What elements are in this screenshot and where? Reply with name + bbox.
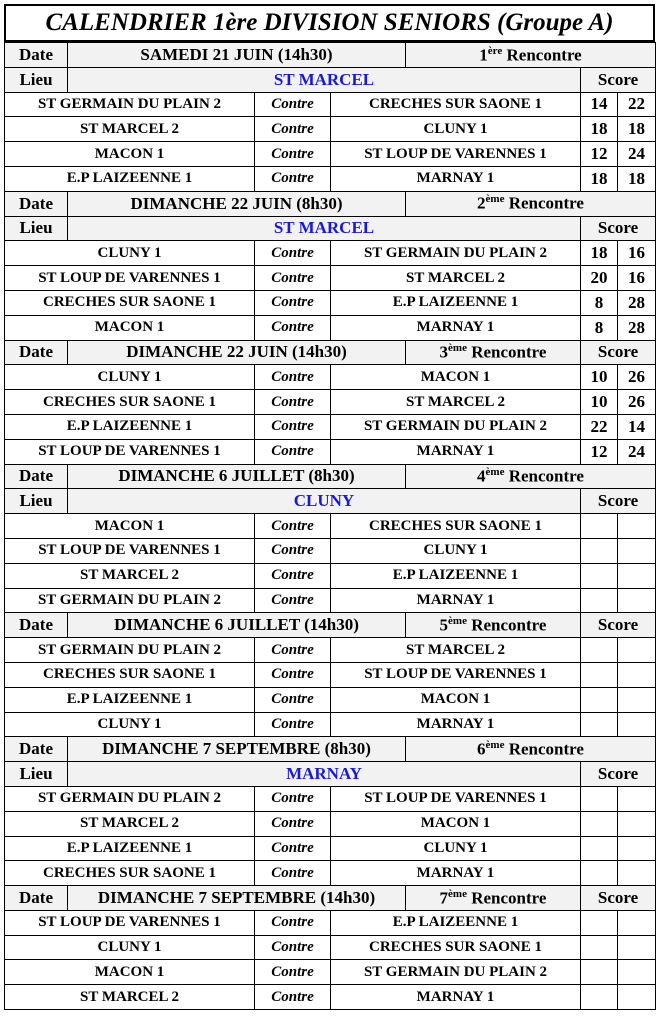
away-score: 18 <box>618 166 656 191</box>
away-team: MARNAY 1 <box>331 315 581 340</box>
away-score <box>618 514 656 539</box>
page-title: CALENDRIER 1ère DIVISION SENIORS (Groupe A) <box>4 4 655 42</box>
match-row <box>5 861 656 886</box>
round-number <box>406 613 581 638</box>
away-team: E.P LAIZEENNE 1 <box>331 290 581 315</box>
versus-label: Contre <box>255 315 331 340</box>
round-ordinal: ème <box>448 342 467 355</box>
away-score <box>618 910 656 935</box>
match-row <box>5 365 656 390</box>
date-label: Date <box>5 737 68 762</box>
round-venue-row <box>5 489 656 514</box>
away-team: MARNAY 1 <box>331 712 581 737</box>
away-team: MARNAY 1 <box>331 439 581 464</box>
round-number-value: 1 <box>479 45 488 65</box>
round-number-value: 5 <box>439 615 449 635</box>
away-score: 24 <box>618 439 656 464</box>
home-score <box>581 836 618 861</box>
rencontre-label: Rencontre <box>471 342 547 362</box>
match-row <box>5 786 656 811</box>
home-score: 20 <box>581 266 618 291</box>
away-score: 14 <box>618 414 656 439</box>
match-row <box>5 315 656 340</box>
versus-label: Contre <box>255 687 331 712</box>
away-team: MARNAY 1 <box>331 588 581 613</box>
rencontre-label: Rencontre <box>508 466 584 486</box>
home-score: 10 <box>581 365 618 390</box>
home-team: ST GERMAIN DU PLAIN 2 <box>5 588 255 613</box>
round-date-row <box>5 191 656 216</box>
date-label: Date <box>5 464 68 489</box>
round-number <box>406 43 656 68</box>
home-score <box>581 786 618 811</box>
away-score: 28 <box>618 315 656 340</box>
round-ordinal: ème <box>448 614 467 627</box>
versus-label: Contre <box>255 786 331 811</box>
home-team: ST MARCEL 2 <box>5 985 255 1010</box>
score-header: Score <box>581 489 656 514</box>
round-number-value: 2 <box>477 194 486 213</box>
home-score: 12 <box>581 439 618 464</box>
home-team: ST MARCEL 2 <box>5 563 255 588</box>
round-venue-row <box>5 216 656 241</box>
match-row <box>5 514 656 539</box>
round-date-row <box>5 464 656 489</box>
versus-label: Contre <box>255 638 331 663</box>
away-score <box>618 811 656 836</box>
match-row <box>5 638 656 663</box>
away-score: 16 <box>618 241 656 266</box>
venue-name: MARNAY <box>68 762 581 787</box>
away-team: E.P LAIZEENNE 1 <box>331 563 581 588</box>
home-team: ST GERMAIN DU PLAIN 2 <box>5 638 255 663</box>
home-team: ST LOUP DE VARENNES 1 <box>5 538 255 563</box>
home-team: CLUNY 1 <box>5 712 255 737</box>
round-date-row <box>5 613 656 638</box>
away-team: E.P LAIZEENNE 1 <box>331 910 581 935</box>
match-row <box>5 687 656 712</box>
home-team: MACON 1 <box>5 315 255 340</box>
away-score <box>618 662 656 687</box>
away-score <box>618 861 656 886</box>
round-date-row <box>5 43 656 68</box>
match-row <box>5 662 656 687</box>
home-score: 18 <box>581 241 618 266</box>
round-date: DIMANCHE 22 JUIN (8h30) <box>68 191 406 216</box>
round-date-row <box>5 886 656 911</box>
match-row <box>5 166 656 191</box>
score-header: Score <box>581 613 656 638</box>
home-team: CLUNY 1 <box>5 365 255 390</box>
versus-label: Contre <box>255 514 331 539</box>
round-ordinal: ère <box>487 44 503 57</box>
match-row <box>5 117 656 142</box>
home-team: ST MARCEL 2 <box>5 811 255 836</box>
match-row <box>5 241 656 266</box>
versus-label: Contre <box>255 414 331 439</box>
home-score <box>581 935 618 960</box>
round-number <box>406 886 581 911</box>
away-score: 24 <box>618 142 656 167</box>
rencontre-label: Rencontre <box>508 739 584 759</box>
home-score: 18 <box>581 117 618 142</box>
round-date: DIMANCHE 7 SEPTEMBRE (14h30) <box>68 886 406 911</box>
round-date: DIMANCHE 7 SEPTEMBRE (8h30) <box>68 737 406 762</box>
home-score <box>581 563 618 588</box>
versus-label: Contre <box>255 836 331 861</box>
versus-label: Contre <box>255 166 331 191</box>
match-row <box>5 960 656 985</box>
home-team: ST MARCEL 2 <box>5 117 255 142</box>
match-row <box>5 266 656 291</box>
home-score <box>581 538 618 563</box>
home-team: ST GERMAIN DU PLAIN 2 <box>5 92 255 117</box>
away-score <box>618 712 656 737</box>
away-team: MARNAY 1 <box>331 166 581 191</box>
home-team: CRECHES SUR SAONE 1 <box>5 390 255 415</box>
home-team: ST LOUP DE VARENNES 1 <box>5 910 255 935</box>
home-score <box>581 861 618 886</box>
away-score <box>618 960 656 985</box>
round-ordinal: ème <box>485 738 505 751</box>
home-score: 8 <box>581 315 618 340</box>
home-team: E.P LAIZEENNE 1 <box>5 414 255 439</box>
away-team: CLUNY 1 <box>331 538 581 563</box>
match-row <box>5 985 656 1010</box>
score-header: Score <box>581 886 656 911</box>
away-team: CLUNY 1 <box>331 117 581 142</box>
versus-label: Contre <box>255 290 331 315</box>
versus-label: Contre <box>255 142 331 167</box>
match-row <box>5 142 656 167</box>
match-row <box>5 414 656 439</box>
round-date: SAMEDI 21 JUIN (14h30) <box>68 43 406 68</box>
home-score <box>581 514 618 539</box>
home-score: 14 <box>581 92 618 117</box>
match-row <box>5 910 656 935</box>
versus-label: Contre <box>255 390 331 415</box>
round-ordinal: ème <box>485 193 505 206</box>
round-number <box>406 737 656 762</box>
versus-label: Contre <box>255 588 331 613</box>
home-score: 8 <box>581 290 618 315</box>
home-score <box>581 960 618 985</box>
match-row <box>5 935 656 960</box>
round-venue-row <box>5 762 656 787</box>
round-date-row <box>5 340 656 365</box>
match-row <box>5 811 656 836</box>
away-score <box>618 836 656 861</box>
home-team: MACON 1 <box>5 514 255 539</box>
away-team: ST GERMAIN DU PLAIN 2 <box>331 414 581 439</box>
away-team: MACON 1 <box>331 687 581 712</box>
match-row <box>5 439 656 464</box>
home-team: CRECHES SUR SAONE 1 <box>5 662 255 687</box>
home-team: MACON 1 <box>5 142 255 167</box>
away-team: ST GERMAIN DU PLAIN 2 <box>331 241 581 266</box>
home-score: 12 <box>581 142 618 167</box>
versus-label: Contre <box>255 861 331 886</box>
away-score <box>618 935 656 960</box>
versus-label: Contre <box>255 266 331 291</box>
versus-label: Contre <box>255 712 331 737</box>
venue-label: Lieu <box>5 489 68 514</box>
round-number-value: 6 <box>477 739 486 759</box>
away-score <box>618 638 656 663</box>
rencontre-label: Rencontre <box>471 615 547 635</box>
score-header: Score <box>581 762 656 787</box>
away-score <box>618 563 656 588</box>
away-team: ST LOUP DE VARENNES 1 <box>331 662 581 687</box>
away-score <box>618 538 656 563</box>
home-score <box>581 638 618 663</box>
round-number <box>406 464 656 489</box>
versus-label: Contre <box>255 439 331 464</box>
versus-label: Contre <box>255 935 331 960</box>
home-team: E.P LAIZEENNE 1 <box>5 687 255 712</box>
away-team: ST GERMAIN DU PLAIN 2 <box>331 960 581 985</box>
match-row <box>5 390 656 415</box>
away-team: MARNAY 1 <box>331 985 581 1010</box>
date-label: Date <box>5 43 68 68</box>
match-row <box>5 290 656 315</box>
versus-label: Contre <box>255 910 331 935</box>
away-score: 18 <box>618 117 656 142</box>
away-score <box>618 985 656 1010</box>
round-venue-row <box>5 67 656 92</box>
round-number <box>406 340 581 365</box>
round-number-value: 3 <box>439 342 449 362</box>
calendar-table <box>4 42 656 1010</box>
versus-label: Contre <box>255 92 331 117</box>
away-team: ST MARCEL 2 <box>331 390 581 415</box>
home-score <box>581 687 618 712</box>
match-row <box>5 563 656 588</box>
away-score: 22 <box>618 92 656 117</box>
versus-label: Contre <box>255 811 331 836</box>
versus-label: Contre <box>255 117 331 142</box>
date-label: Date <box>5 886 68 911</box>
venue-label: Lieu <box>5 216 68 241</box>
versus-label: Contre <box>255 365 331 390</box>
round-number-value: 7 <box>439 888 449 908</box>
round-number-value: 4 <box>477 466 486 486</box>
score-header: Score <box>581 216 656 241</box>
home-score <box>581 662 618 687</box>
date-label: Date <box>5 191 68 216</box>
round-date: DIMANCHE 22 JUIN (14h30) <box>68 340 406 365</box>
round-ordinal: ème <box>485 466 505 479</box>
rencontre-label: Rencontre <box>508 194 584 213</box>
home-score: 22 <box>581 414 618 439</box>
venue-name: ST MARCEL <box>68 67 581 92</box>
home-score <box>581 910 618 935</box>
round-date: DIMANCHE 6 JUILLET (8h30) <box>68 464 406 489</box>
versus-label: Contre <box>255 985 331 1010</box>
home-team: CLUNY 1 <box>5 935 255 960</box>
date-label: Date <box>5 613 68 638</box>
rencontre-label: Rencontre <box>506 45 582 65</box>
home-score <box>581 985 618 1010</box>
away-score <box>618 588 656 613</box>
match-row <box>5 712 656 737</box>
away-score <box>618 687 656 712</box>
home-team: ST GERMAIN DU PLAIN 2 <box>5 786 255 811</box>
versus-label: Contre <box>255 538 331 563</box>
venue-label: Lieu <box>5 762 68 787</box>
round-number <box>406 191 656 216</box>
score-header: Score <box>581 340 656 365</box>
home-team: CRECHES SUR SAONE 1 <box>5 861 255 886</box>
versus-label: Contre <box>255 662 331 687</box>
score-header: Score <box>581 67 656 92</box>
versus-label: Contre <box>255 563 331 588</box>
home-team: ST LOUP DE VARENNES 1 <box>5 266 255 291</box>
away-team: MARNAY 1 <box>331 861 581 886</box>
away-team: ST MARCEL 2 <box>331 638 581 663</box>
away-team: MACON 1 <box>331 811 581 836</box>
home-score <box>581 712 618 737</box>
venue-label: Lieu <box>5 67 68 92</box>
versus-label: Contre <box>255 241 331 266</box>
home-team: CRECHES SUR SAONE 1 <box>5 290 255 315</box>
round-ordinal: ème <box>448 887 467 900</box>
away-team: ST LOUP DE VARENNES 1 <box>331 786 581 811</box>
away-team: CRECHES SUR SAONE 1 <box>331 935 581 960</box>
home-team: E.P LAIZEENNE 1 <box>5 166 255 191</box>
away-score: 16 <box>618 266 656 291</box>
away-team: MACON 1 <box>331 365 581 390</box>
away-team: CRECHES SUR SAONE 1 <box>331 92 581 117</box>
away-score: 26 <box>618 365 656 390</box>
home-score <box>581 588 618 613</box>
away-team: CRECHES SUR SAONE 1 <box>331 514 581 539</box>
date-label: Date <box>5 340 68 365</box>
home-score: 18 <box>581 166 618 191</box>
match-row <box>5 836 656 861</box>
venue-name: ST MARCEL <box>68 216 581 241</box>
away-score <box>618 786 656 811</box>
away-team: ST MARCEL 2 <box>331 266 581 291</box>
away-score: 28 <box>618 290 656 315</box>
home-score <box>581 811 618 836</box>
versus-label: Contre <box>255 960 331 985</box>
venue-name: CLUNY <box>68 489 581 514</box>
match-row <box>5 588 656 613</box>
rencontre-label: Rencontre <box>471 888 547 908</box>
away-team: ST LOUP DE VARENNES 1 <box>331 142 581 167</box>
home-team: E.P LAIZEENNE 1 <box>5 836 255 861</box>
away-score: 26 <box>618 390 656 415</box>
home-score: 10 <box>581 390 618 415</box>
round-date-row <box>5 737 656 762</box>
home-team: ST LOUP DE VARENNES 1 <box>5 439 255 464</box>
away-team: CLUNY 1 <box>331 836 581 861</box>
home-team: CLUNY 1 <box>5 241 255 266</box>
home-team: MACON 1 <box>5 960 255 985</box>
round-date: DIMANCHE 6 JUILLET (14h30) <box>68 613 406 638</box>
match-row <box>5 92 656 117</box>
match-row <box>5 538 656 563</box>
